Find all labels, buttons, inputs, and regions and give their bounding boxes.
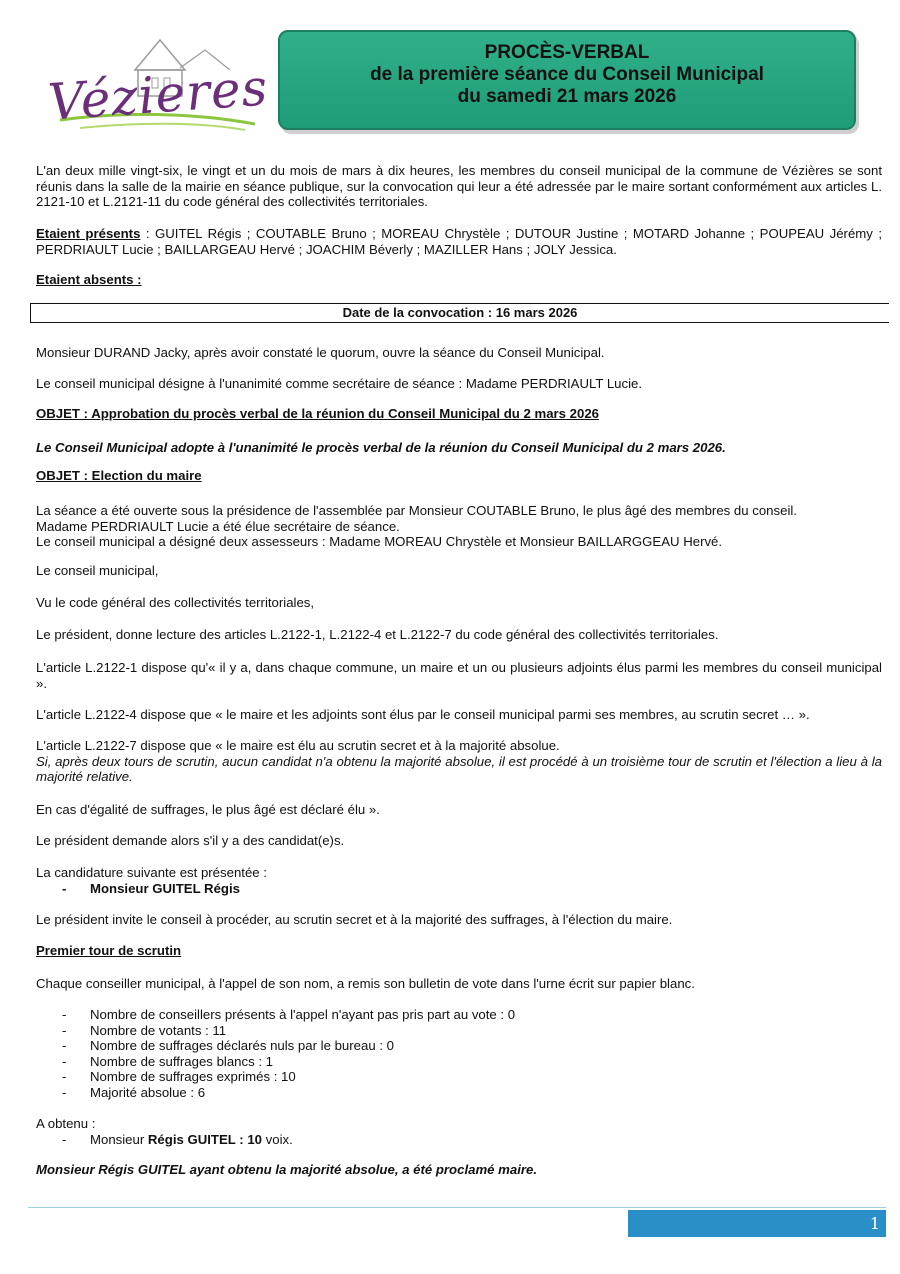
presents-list: : GUITEL Régis ; COUTABLE Bruno ; MOREAU Chrystèle ; DUTOUR Justine ; MOTARD Johanne ; POUPEAU Jérémy ; PERDRIAULT Lucie ; BAILLARGEAU Hervé ; JOACHIM Béverly ; MAZILLER Hans ; JOLY Jessica. — [36, 226, 882, 257]
vote-count: Régis GUITEL : 10 — [147, 1131, 262, 1147]
presents-paragraph — [36, 226, 882, 257]
quorum-paragraph: Monsieur DURAND Jacky, après avoir constaté le quorum, ouvre la séance du Conseil Municipal. — [36, 345, 605, 360]
article-2122-7-italic: Si, après deux tours de scrutin, aucun candidat n'a obtenu la majorité absolue, il est procédé à un troisième tour de scrutin et l'élection a lieu à la majorité relative. — [36, 753, 882, 785]
article-2122-4: L'article L.2122-4 dispose que « le maire et les adjoints sont élus par le conseil municipal parmi ses membres, au scrutin secret … ». — [36, 707, 810, 722]
article-2122-7-line: L'article L.2122-7 dispose que « le maire est élu au scrutin secret et à la majorité absolue. — [36, 738, 560, 753]
object-heading-1: OBJET : Approbation du procès verbal de la réunion du Conseil Municipal du 2 mars 2026 — [36, 406, 600, 421]
footer-divider — [28, 1207, 886, 1208]
list-item: - Nombre de suffrages déclarés nuls par le bureau : 0 — [62, 1038, 394, 1054]
logo-wordmark: Vézieres — [46, 58, 270, 132]
secretary-paragraph: Le conseil municipal désigne à l'unanimité comme secrétaire de séance : Madame PERDRIAULT Lucie. — [36, 376, 643, 391]
list-item: - Majorité absolue : 6 — [62, 1084, 206, 1100]
candidate-name: Monsieur GUITEL Régis — [90, 880, 240, 896]
first-round-heading: Premier tour de scrutin — [36, 943, 182, 958]
presidence-line: La séance a été ouverte sous la présidence de l'assemblée par Monsieur COUTABLE Bruno, le plus âgé des membres du conseil. — [36, 503, 797, 518]
presidence-block — [36, 503, 882, 550]
candidature-intro: La candidature suivante est présentée : — [36, 865, 267, 880]
candidats-paragraph: Le président demande alors s'il y a des candidat(e)s. — [36, 833, 345, 848]
convocation-date: Date de la convocation : 16 mars 2026 — [342, 305, 578, 320]
list-item: - Nombre de suffrages exprimés : 10 — [62, 1069, 296, 1085]
list-item: - Monsieur Régis GUITEL : 10 voix. — [62, 1131, 293, 1147]
obtenu-block — [36, 1116, 882, 1147]
results-list — [36, 1007, 882, 1101]
list-item: - Nombre de suffrages blancs : 1 — [62, 1053, 274, 1069]
page-number-box — [628, 1210, 886, 1237]
bulletin-paragraph: Chaque conseiller municipal, à l'appel de son nom, a remis son bulletin de vote dans l'urne écrit sur papier blanc. — [36, 976, 695, 991]
lecture-paragraph: Le président, donne lecture des articles L.2122-1, L.2122-4 et L.2122-7 du code général des collectivités territoriales. — [36, 627, 719, 642]
page-number: 1 — [869, 1214, 880, 1233]
article-2122-7 — [36, 738, 882, 785]
presents-label: Etaient présents — [36, 226, 141, 241]
list-item: - Nombre de votants : 11 — [62, 1022, 227, 1038]
document-title-box — [278, 30, 856, 130]
list-item: - Nombre de conseillers présents à l'appel n'ayant pas pris part au vote : 0 — [62, 1007, 516, 1022]
invite-paragraph: Le président invite le conseil à procéder, au scrutin secret et à la majorité des suffrages, à l'élection du maire. — [36, 912, 673, 927]
intro-paragraph: L'an deux mille vingt-six, le vingt et un du mois de mars à dix heures, les membres du conseil municipal de la commune de Vézières se sont réunis dans la salle de la mairie en séance publique, sur la convocation qui leur a été adressée par le maire sortant conformément aux articles L. 2121-10 et L.2121-11 du code général des collectivités territoriales. — [36, 163, 882, 210]
commune-logo — [40, 28, 270, 138]
egalite-paragraph: En cas d'égalité de suffrages, le plus âgé est déclaré élu ». — [36, 802, 380, 817]
adoption-statement: Le Conseil Municipal adopte à l'unanimité le procès verbal de la réunion du Conseil Municipal du 2 mars 2026. — [36, 440, 726, 455]
absents-label: Etaient absents : — [36, 272, 142, 287]
presidence-line: Le conseil municipal a désigné deux assesseurs : Madame MOREAU Chrystèle et Monsieur BAILLARGGEAU Hervé. — [36, 534, 723, 550]
conseil-paragraph: Le conseil municipal, — [36, 563, 159, 578]
presidence-line: Madame PERDRIAULT Lucie a été élue secrétaire de séance. — [36, 518, 400, 534]
title-line-3: du samedi 21 mars 2026 — [457, 86, 677, 107]
vu-code-paragraph: Vu le code général des collectivités territoriales, — [36, 595, 315, 610]
article-2122-1: L'article L.2122-1 dispose qu'« il y a, dans chaque commune, un maire et un ou plusieurs adjoints élus parmi les membres du conseil municipal ». — [36, 660, 882, 691]
title-line-2: de la première séance du Conseil Municipal — [370, 64, 764, 85]
obtenu-label: A obtenu : — [36, 1116, 96, 1131]
candidature-block — [36, 865, 882, 896]
proclamation-statement: Monsieur Régis GUITEL ayant obtenu la majorité absolue, a été proclamé maire. — [36, 1162, 538, 1177]
title-line-1: PROCÈS-VERBAL — [484, 42, 650, 63]
object-heading-2: OBJET : Election du maire — [36, 468, 202, 483]
convocation-box — [30, 303, 889, 323]
list-item: - Monsieur GUITEL Régis — [62, 880, 240, 896]
